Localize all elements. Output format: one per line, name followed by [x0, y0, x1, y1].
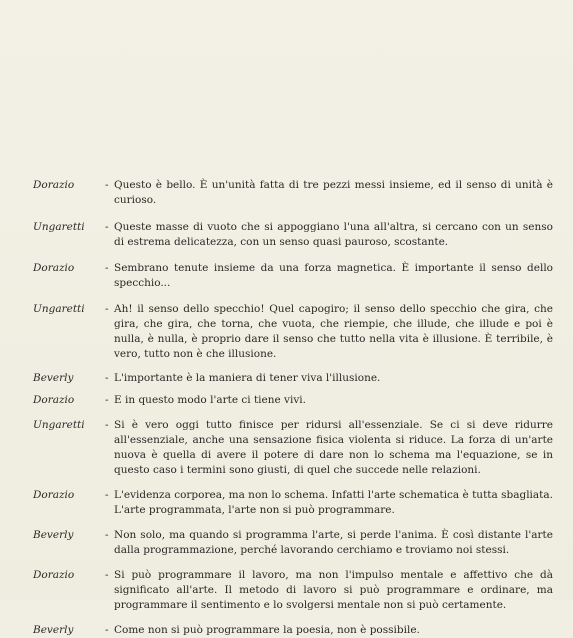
dialogue-transcript [33, 178, 553, 638]
dialogue-entry [33, 178, 553, 208]
speaker-dash: - [105, 419, 109, 431]
speaker-dash: - [105, 262, 109, 274]
dialogue-text: E in questo modo l'arte ci tiene vivi. [114, 394, 306, 406]
dialogue-entry [33, 393, 553, 408]
speaker-dash: - [105, 529, 109, 541]
dialogue-text: Si è vero oggi tutto finisce per ridursi all'essenziale. Se ci si deve ridurre all'essenziale, anche una sensazione fisica violenta si riduce. La forza di un'arte nuova è quella di avere il potere di dare non lo schema ma l'equazione, se in questo caso i termini sono giusti, di quel che succede nelle relazioni. [114, 419, 553, 476]
speaker-name: Dorazio [33, 262, 75, 274]
speaker-dash: - [105, 394, 109, 406]
speaker-name: Beverly [33, 529, 74, 541]
speaker-name: Ungaretti [33, 221, 85, 233]
speaker-dash: - [105, 372, 109, 384]
speaker-dash: - [105, 221, 109, 233]
dialogue-entry [33, 302, 553, 362]
speaker-name: Beverly [33, 624, 74, 636]
dialogue-text: Queste masse di vuoto che si appoggiano l'una all'altra, si cercano con un senso di estrema delicatezza, con un senso quasi pauroso, scostante. [114, 221, 553, 248]
speaker-name: Beverly [33, 372, 74, 384]
speaker-name: Ungaretti [33, 419, 85, 431]
dialogue-entry [33, 220, 553, 250]
dialogue-entry [33, 488, 553, 518]
speaker-dash: - [105, 179, 109, 191]
dialogue-text: Questo è bello. È un'unità fatta di tre pezzi messi insieme, ed il senso di unità è curioso. [114, 179, 553, 206]
speaker-name: Dorazio [33, 569, 75, 581]
speaker-name: Dorazio [33, 394, 75, 406]
dialogue-text: Come non si può programmare la poesia, non è possibile. [114, 624, 420, 636]
dialogue-entry [33, 528, 553, 558]
speaker-dash: - [105, 489, 109, 501]
speaker-name: Dorazio [33, 179, 75, 191]
dialogue-entry [33, 568, 553, 613]
speaker-dash: - [105, 569, 109, 581]
speaker-dash: - [105, 303, 109, 315]
dialogue-text: Si può programmare il lavoro, ma non l'impulso mentale e affettivo che dà significato all'arte. Il metodo di lavoro si può programmare e ordinare, ma programmare il sentimento e lo svolgersi mentale non si può certamente. [114, 569, 553, 611]
dialogue-text: Ah! il senso dello specchio! Quel capogiro; il senso dello specchio che gira, che gira, che gira, che torna, che vuota, che riempie, che illude, che illude e poi è nulla, è nulla, è proprio dare il senso che tutto nella vita è illusione. È terribile, è vero, tutto non è che illusione. [114, 303, 553, 360]
dialogue-entry [33, 418, 553, 478]
speaker-name: Ungaretti [33, 303, 85, 315]
dialogue-text: Non solo, ma quando si programma l'arte, si perde l'anima. È così distante l'arte dalla programmazione, perché lavorando cerchiamo e troviamo noi stessi. [114, 529, 553, 556]
dialogue-entry [33, 261, 553, 291]
dialogue-entry [33, 623, 553, 638]
speaker-dash: - [105, 624, 109, 636]
dialogue-text: Sembrano tenute insieme da una forza magnetica. È importante il senso dello specchio... [114, 262, 553, 289]
speaker-name: Dorazio [33, 489, 75, 501]
dialogue-entry [33, 371, 553, 386]
dialogue-text: L'importante è la maniera di tener viva l'illusione. [114, 372, 381, 384]
dialogue-text: L'evidenza corporea, ma non lo schema. Infatti l'arte schematica è tutta sbagliata. L'arte programmata, l'arte non si può programmare. [114, 489, 553, 516]
